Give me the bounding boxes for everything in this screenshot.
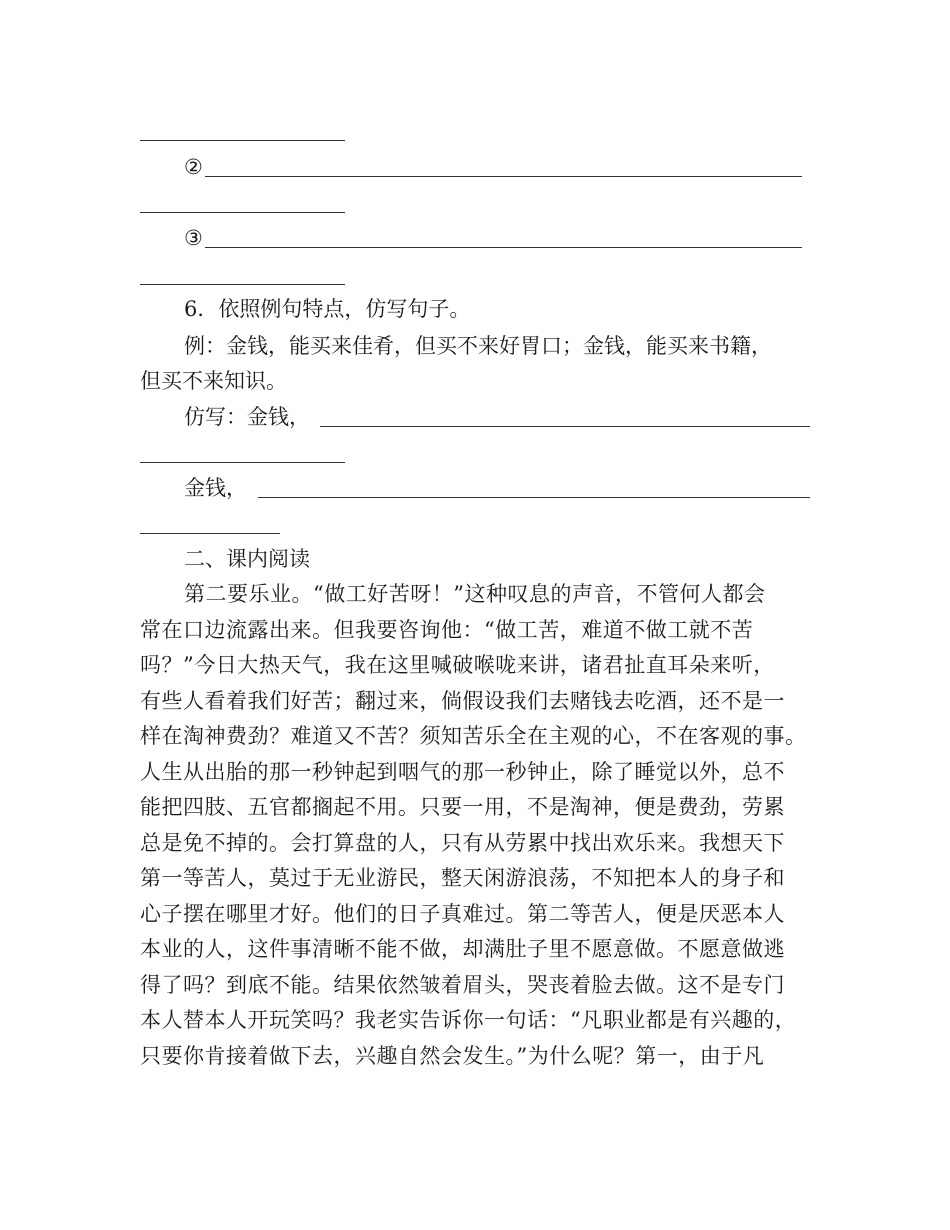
imitate-prefix-1: 仿写：金钱，: [184, 405, 310, 429]
passage-line: 常在口边流露出来。但我要咨询他：“做工苦，难道不做工就不苦: [140, 617, 754, 642]
imitate-answer-blank[interactable]: [140, 462, 345, 463]
imitate-prefix-2: 金钱，: [184, 476, 247, 500]
item-3-marker: ③: [184, 226, 203, 250]
example-sentence-line-1: 例：金钱，能买来佳肴，但买不来好胃口；金钱，能买来书籍，: [184, 334, 772, 358]
passage-line: 本人替本人开玩笑吗？我老实告诉你一句话：“凡职业都是有兴趣的，: [140, 1008, 797, 1032]
passage-line: 样在淘神费劲？难道又不苦？须知苦乐全在主观的心，不在客观的事。: [140, 724, 807, 748]
passage-line: 得了吗？到底不能。结果依然皱着眉头，哭丧着脸去做。这不是专门: [140, 972, 785, 997]
example-sentence-line-2: 但买不来知识。: [140, 369, 287, 393]
passage-line: 只要你肯接着做下去，兴趣自然会发生。”为什么呢？第一，由于凡: [140, 1043, 765, 1068]
item-2-marker: ②: [184, 155, 203, 179]
passage-line: 吗？”今日大热天气，我在这里喊破喉咙来讲，诸君扯直耳朵来听，: [140, 653, 775, 677]
passage-line: 本业的人，这件事清晰不能不做，却满肚子里不愿意做。不愿意做逃: [140, 937, 785, 961]
passage-line: 人生从出胎的那一秒钟起到咽气的那一秒钟止，除了睡觉以外，总不: [140, 759, 785, 784]
passage-line: 心子摆在哪里才好。他们的日子真难过。第二等苦人，便是厌恶本人: [140, 901, 785, 926]
passage-line: 第二要乐业。“做工好苦呀！”这种叹息的声音，不管何人都会: [184, 582, 766, 606]
answer-blank-line[interactable]: [140, 140, 345, 141]
answer-blank-line[interactable]: [140, 212, 345, 213]
passage-line: 第一等苦人，莫过于无业游民，整天闲游浪荡，不知把本人的身子和: [140, 866, 785, 890]
section-heading: 二、课内阅读: [184, 547, 310, 571]
answer-blank-line[interactable]: [205, 176, 802, 177]
answer-blank-line[interactable]: [205, 247, 802, 248]
passage-line: 总是免不掉的。会打算盘的人，只有从劳累中找出欢乐来。我想天下: [140, 830, 785, 855]
answer-blank-line[interactable]: [140, 284, 345, 285]
passage-line: 能把四肢、五官都搁起不用。只要一用，不是淘神，便是费劲，劳累: [140, 795, 785, 819]
imitate-answer-blank[interactable]: [258, 497, 810, 498]
imitate-answer-blank[interactable]: [320, 426, 810, 427]
passage-line: 有些人看着我们好苦；翻过来，倘假设我们去赌钱去吃酒，还不是一: [140, 688, 785, 713]
imitate-answer-blank[interactable]: [140, 533, 280, 534]
question-6-title: 6．依照例句特点，仿写句子。: [184, 297, 471, 321]
